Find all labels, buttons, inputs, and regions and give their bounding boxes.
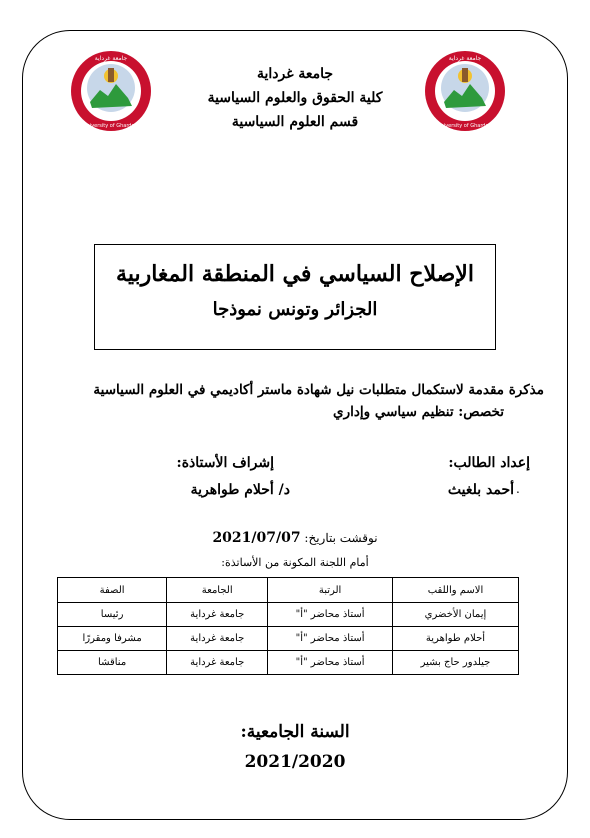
student-name: أحمد بلغيث <box>447 482 514 498</box>
table-cell: مناقشا <box>58 651 167 675</box>
jury-table <box>57 577 519 675</box>
svg-text:University of Ghardaia: University of Ghardaia <box>437 123 493 129</box>
student-label: إعداد الطالب: <box>448 455 530 471</box>
defense-date-prefix: نوقشت بتاريخ: <box>304 531 378 545</box>
university-logo-right <box>424 50 506 132</box>
institution-header <box>180 62 410 134</box>
svg-text:University of Ghardaia: University of Ghardaia <box>83 123 139 129</box>
thesis-purpose: مذكرة مقدمة لاستكمال متطلبات نيل شهادة ماستر أكاديمي في العلوم السياسية <box>93 382 544 398</box>
defense-date: 2021/07/07 <box>212 530 301 546</box>
table-cell: مشرفا ومقررًا <box>58 627 167 651</box>
committee-label: أمام اللجنة المكونة من الأساتذة: <box>221 556 369 569</box>
table-cell: جيلدور حاج بشير <box>392 651 518 675</box>
thesis-title-box <box>94 244 496 350</box>
page-border <box>22 30 568 820</box>
table-row <box>58 603 519 627</box>
table-row <box>58 651 519 675</box>
supervisor-name: د/ أحلام طواهرية <box>190 482 290 498</box>
table-cell: جامعة غرداية <box>167 627 268 651</box>
table-cell: أحلام طواهرية <box>392 627 518 651</box>
column-header: الجامعة <box>167 578 268 603</box>
table-cell: إيمان الأخضري <box>392 603 518 627</box>
defense-date-line <box>0 530 590 546</box>
table-cell: جامعة غرداية <box>167 603 268 627</box>
column-header: الاسم واللقب <box>392 578 518 603</box>
table-header-row <box>58 578 519 603</box>
svg-text:جامعة غرداية: جامعة غرداية <box>448 55 482 62</box>
academic-year-value: 2021/2020 <box>244 752 346 772</box>
academic-year-label: السنة الجامعية: <box>240 722 350 742</box>
svg-text:جامعة غرداية: جامعة غرداية <box>94 55 128 62</box>
thesis-subtitle: الجزائر وتونس نموذجا <box>212 299 378 320</box>
table-cell: أستاذ محاضر "أ" <box>268 651 393 675</box>
thesis-title: الإصلاح السياسي في المنطقة المغاربية <box>116 261 474 287</box>
table-cell: أستاذ محاضر "أ" <box>268 603 393 627</box>
specialization: تخصص: تنظيم سياسي وإداري <box>333 404 504 420</box>
column-header: الصفة <box>58 578 167 603</box>
table-row <box>58 627 519 651</box>
table-cell: رئيسا <box>58 603 167 627</box>
supervisor-label: إشراف الأستاذة: <box>176 455 274 471</box>
column-header: الرتبة <box>268 578 393 603</box>
table-cell: جامعة غرداية <box>167 651 268 675</box>
university-name: جامعة غرداية <box>256 66 334 82</box>
list-marker: . <box>516 482 520 496</box>
table-cell: أستاذ محاضر "أ" <box>268 627 393 651</box>
department-name: قسم العلوم السياسية <box>231 114 359 130</box>
faculty-name: كلية الحقوق والعلوم السياسية <box>207 90 383 106</box>
university-logo-left <box>70 50 152 132</box>
